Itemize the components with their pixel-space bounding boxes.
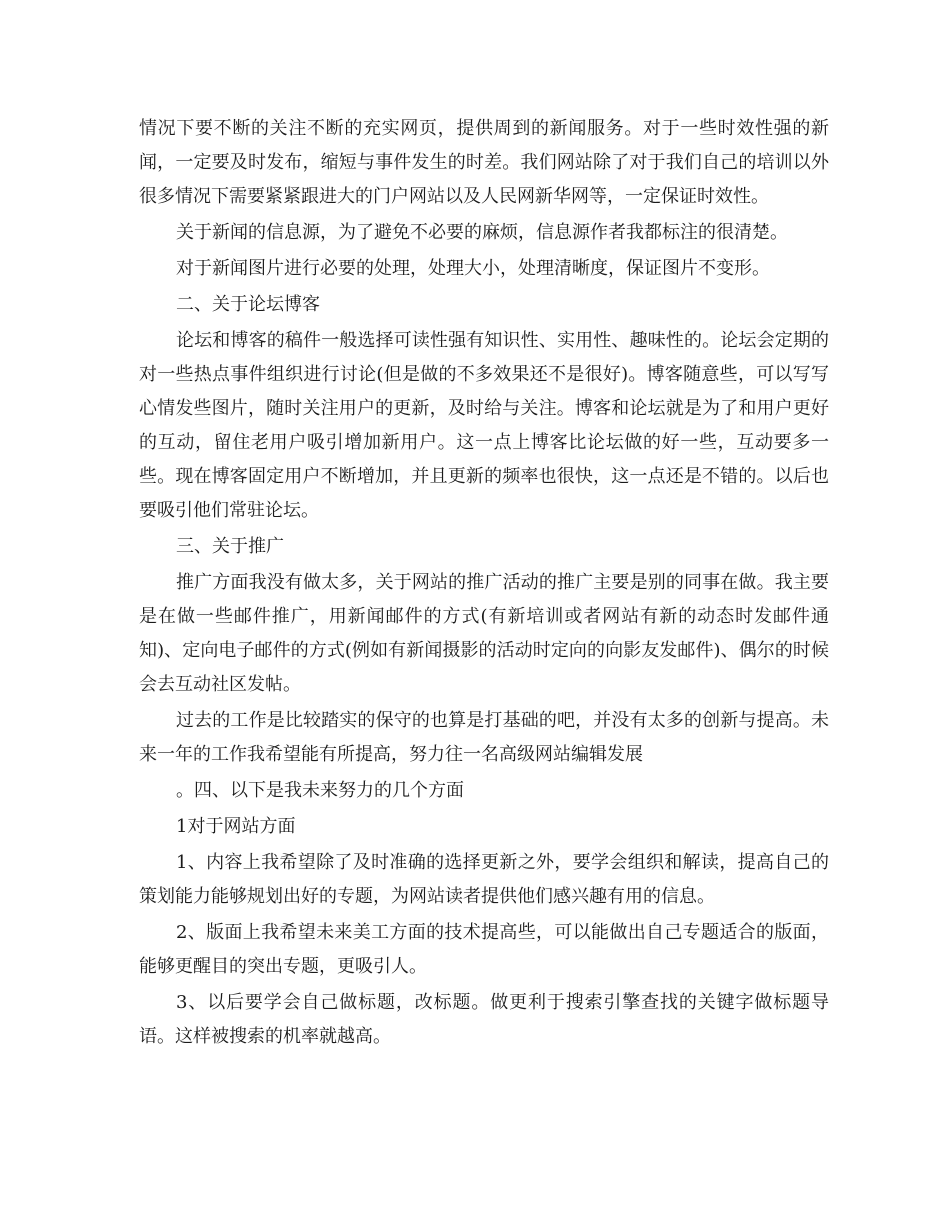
section-heading-future: 。四、以下是我未来努力的几个方面: [176, 780, 464, 801]
list-item-content: 1、内容上我希望除了及时准确的选择更新之外，要学会组织和解读，提高自己的策划能力能够规划出好的专题，为网站读者提供他们感兴趣有用的信息。: [139, 852, 829, 907]
list-item-titles: 3、以后要学会自己做标题，改标题。做更利于搜索引擎查找的关键字做标题导语。这样被搜索的机率就越高。: [139, 992, 829, 1047]
paragraph-news-images: 对于新闻图片进行必要的处理，处理大小，处理清晰度，保证图片不变形。: [176, 258, 770, 279]
section-heading-promotion: 三、关于推广: [176, 536, 284, 557]
list-item-layout: 2、版面上我希望未来美工方面的技术提高些，可以能做出自己专题适合的版面，能够更醒目的突出专题，更吸引人。: [139, 922, 829, 977]
paragraph-news-source: 关于新闻的信息源，为了避免不必要的麻烦，信息源作者我都标注的很清楚。: [176, 222, 788, 243]
document-body: [139, 112, 829, 1056]
paragraph-past-work: 过去的工作是比较踏实的保守的也算是打基础的吧，并没有太多的创新与提高。未来一年的工作我希望能有所提高，努力往一名高级网站编辑发展: [139, 710, 829, 765]
paragraph-timeliness: 情况下要不断的关注不断的充实网页，提供周到的新闻服务。对于一些时效性强的新闻，一定要及时发布，缩短与事件发生的时差。我们网站除了对于我们自己的培训以外很多情况下需要紧紧跟进大的门户网站以及人民网新华网等，一定保证时效性。: [139, 118, 829, 207]
subheading-website: 1对于网站方面: [176, 816, 296, 837]
paragraph-promotion: 推广方面我没有做太多，关于网站的推广活动的推广主要是别的同事在做。我主要是在做一些邮件推广，用新闻邮件的方式(有新培训或者网站有新的动态时发邮件通知)、定向电子邮件的方式(例如有新闻摄影的活动时定向的向影友发邮件)、偶尔的时候会去互动社区发帖。: [139, 572, 829, 695]
paragraph-forum-blog: 论坛和博客的稿件一般选择可读性强有知识性、实用性、趣味性的。论坛会定期的对一些热点事件组织进行讨论(但是做的不多效果还不是很好)。博客随意些，可以写写心情发些图片，随时关注用户的更新，及时给与关注。博客和论坛就是为了和用户更好的互动，留住老用户吸引增加新用户。这一点上博客比论坛做的好一些，互动要多一些。现在博客固定用户不断增加，并且更新的频率也很快，这一点还是不错的。以后也要吸引他们常驻论坛。: [139, 330, 829, 521]
section-heading-forum-blog: 二、关于论坛博客: [176, 294, 320, 315]
